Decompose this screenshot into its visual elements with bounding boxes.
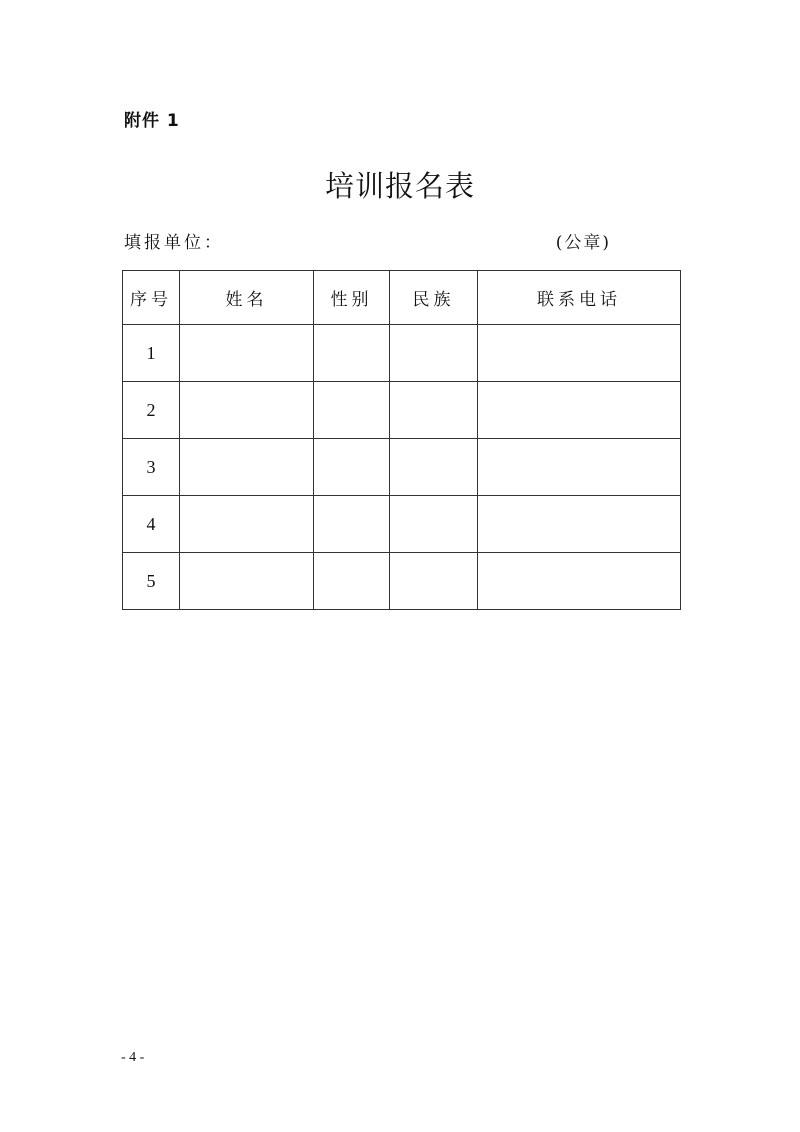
header-ethnicity: 民族: [390, 271, 478, 325]
header-serial-number: 序号: [123, 271, 180, 325]
phone-cell: [478, 382, 681, 439]
page-title: 培训报名表: [324, 169, 475, 203]
filler-unit-label: 填报单位：: [124, 233, 224, 253]
row-number: 3: [123, 439, 180, 496]
header-phone: 联系电话: [478, 271, 681, 325]
header-name: 姓名: [180, 271, 314, 325]
row-number: 2: [123, 382, 180, 439]
gender-cell: [314, 496, 390, 553]
table-row: [123, 439, 681, 496]
header-gender: 性别: [314, 271, 390, 325]
name-cell: [180, 382, 314, 439]
ethnicity-cell: [390, 382, 478, 439]
table-row: [123, 553, 681, 610]
row-number: 4: [123, 496, 180, 553]
phone-cell: [478, 496, 681, 553]
gender-cell: [314, 553, 390, 610]
page-number: - 4 -: [121, 1050, 145, 1065]
name-cell: [180, 439, 314, 496]
table-row: [123, 325, 681, 382]
seal-label: (公章): [555, 233, 611, 253]
row-number: 5: [123, 553, 180, 610]
gender-cell: [314, 325, 390, 382]
ethnicity-cell: [390, 496, 478, 553]
phone-cell: [478, 439, 681, 496]
name-cell: [180, 496, 314, 553]
row-number: 1: [123, 325, 180, 382]
name-cell: [180, 325, 314, 382]
filler-row: [124, 228, 611, 254]
phone-cell: [478, 325, 681, 382]
name-cell: [180, 553, 314, 610]
registration-table: [122, 270, 681, 610]
ethnicity-cell: [390, 439, 478, 496]
ethnicity-cell: [390, 553, 478, 610]
table-header-row: [123, 271, 681, 325]
table-row: [123, 382, 681, 439]
phone-cell: [478, 553, 681, 610]
table-row: [123, 496, 681, 553]
gender-cell: [314, 382, 390, 439]
attachment-label: 附件 1: [124, 111, 180, 131]
ethnicity-cell: [390, 325, 478, 382]
gender-cell: [314, 439, 390, 496]
